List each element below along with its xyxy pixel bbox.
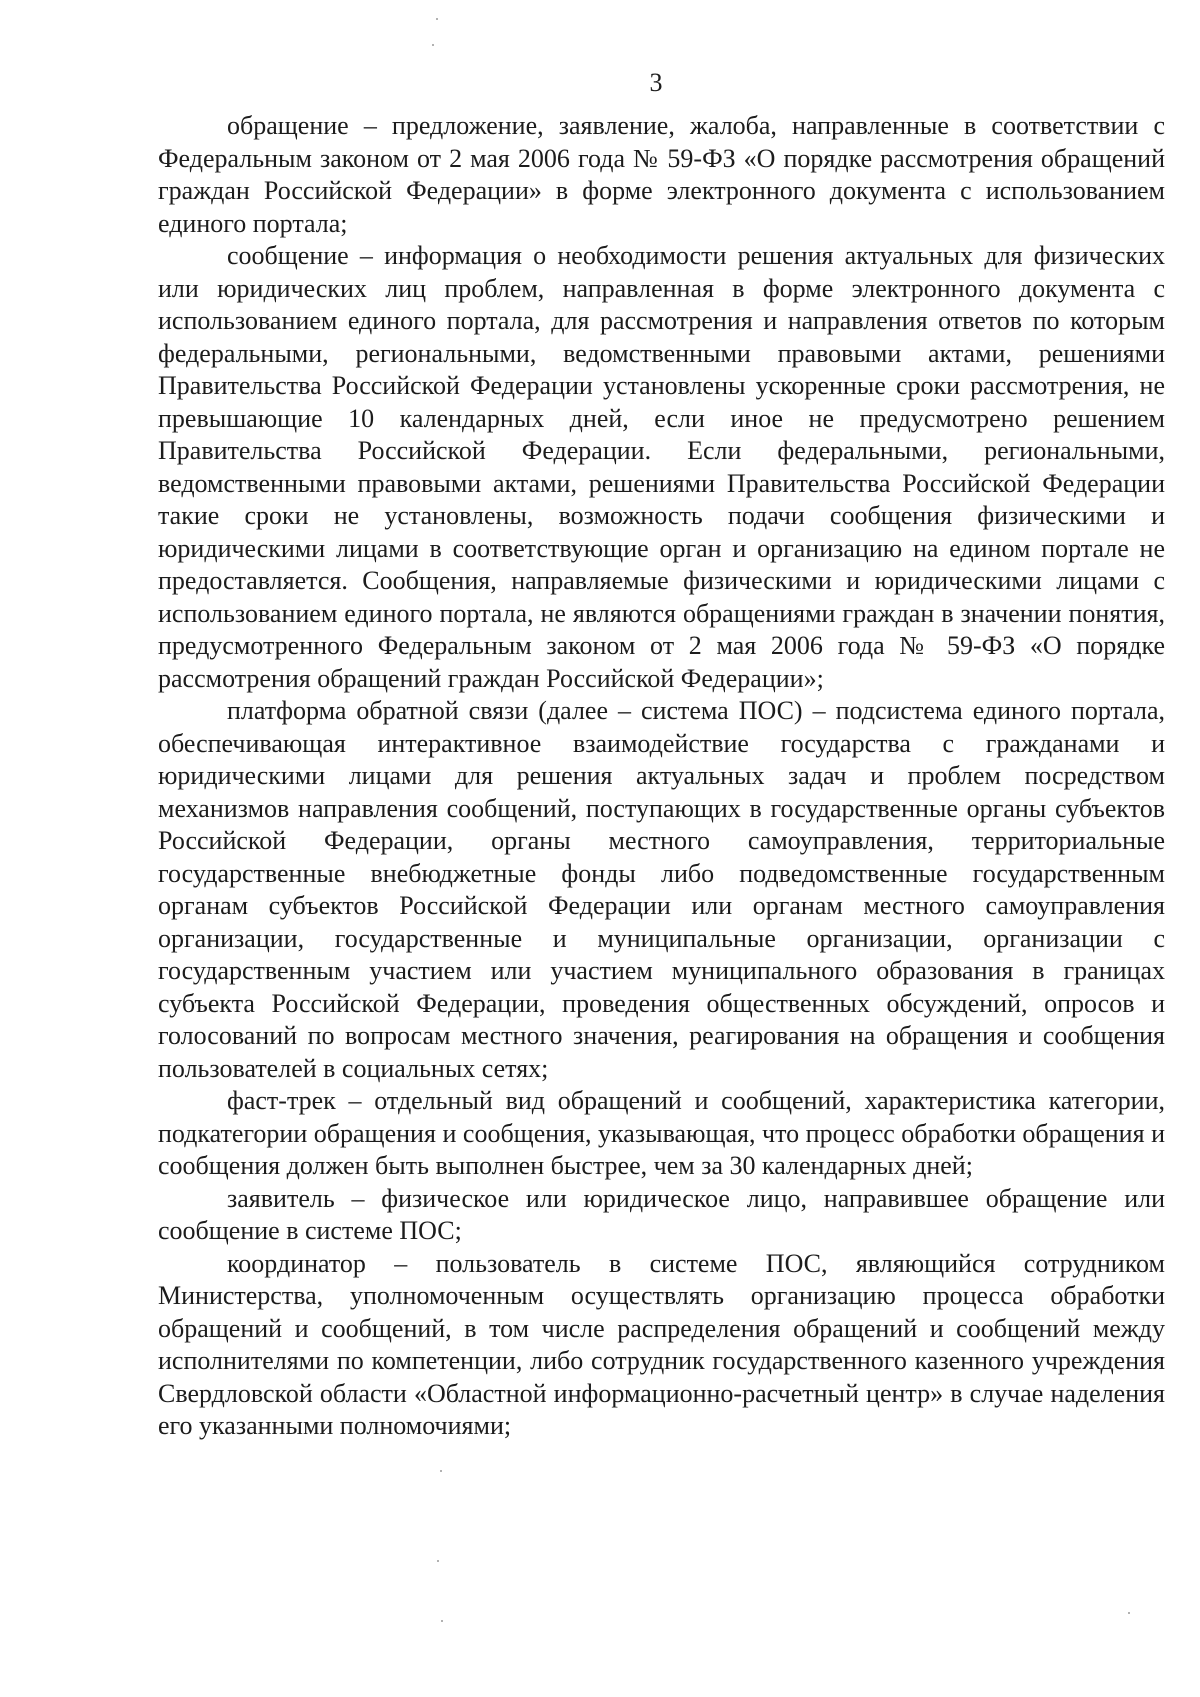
document-body xyxy=(158,110,1165,1443)
paragraph-fast-trek: фаст-трек – отдельный вид обращений и сообщений, характеристика категории, подкатегории обращения и сообщения, указывающая, что процесс обработки обращения и сообщения должен быть выполнен быстрее, чем за 30 календарных дней; xyxy=(158,1086,1165,1180)
paragraph-obrashchenie: обращение – предложение, заявление, жалоба, направленные в соответствии с Федеральным законом от 2 мая 2006 года № 59-ФЗ «О порядке рассмотрения обращений граждан Российской Федерации» в форме электронного документа с использованием единого портала; xyxy=(158,111,1165,238)
paragraph-koordinator: координатор – пользователь в системе ПОС, являющийся сотрудником Министерства, уполномоченным осуществлять организацию процесса обработки обращений и сообщений, в том числе распределения обращений и сообщений между исполнителями по компетенции, либо сотрудник государственного казенного учреждения Свердловской области «Областной информационно-расчетный центр» в случае наделения его указанными полномочиями; xyxy=(158,1248,1165,1440)
scan-speck xyxy=(440,1470,442,1472)
scan-speck xyxy=(432,44,434,46)
scan-speck xyxy=(441,1620,443,1622)
paragraph-soobshchenie: сообщение – информация о необходимости решения актуальных для физических или юридических лиц проблем, направленная в форме электронного документа с использованием единого портала, для рассмотрения и направления ответов по которым федеральными, региональными, ведомственными правовыми актами, решениями Правительства Российской Федерации установлены ускоренные сроки рассмотрения, не превышающие 10 календарных дней, если иное не предусмотрено решением Правительства Российской Федерации. Если федеральными, региональными, ведомственными правовыми актами, решениями Правительства Российской Федерации такие сроки не установлены, возможность подачи сообщения физическими и юридическими лицами в соответствующие орган и организацию на едином портале не предоставляется. Сообщения, направляемые физическими и юридическими лицами с использованием единого портала, не являются обращениями граждан в значении понятия, предусмотренного Федеральным законом от 2 мая 2006 года № 59-ФЗ «О порядке рассмотрения обращений граждан Российской Федерации»; xyxy=(158,241,1165,693)
paragraph-zayavitel: заявитель – физическое или юридическое лицо, направившее обращение или сообщение в системе ПОС; xyxy=(158,1183,1165,1245)
page-number: 3 xyxy=(649,68,663,97)
scan-speck xyxy=(436,18,438,20)
scan-speck xyxy=(437,1560,439,1562)
scan-speck xyxy=(1128,1612,1130,1614)
paragraph-platforma: платформа обратной связи (далее – система ПОС) – подсистема единого портала, обеспечивающая интерактивное взаимодействие государства с гражданами и юридическими лицами для решения актуальных задач и проблем посредством механизмов направления сообщений, поступающих в государственные органы субъектов Российской Федерации, органы местного самоуправления, территориальные государственные внебюджетные фонды либо подведомственные государственным органам субъектов Российской Федерации или органам местного самоуправления организации, государственные и муниципальные организации, организации с государственным участием или участием муниципального образования в границах субъекта Российской Федерации, проведения общественных обсуждений, опросов и голосований по вопросам местного значения, реагирования на обращения и сообщения пользователей в социальных сетях; xyxy=(158,696,1165,1083)
